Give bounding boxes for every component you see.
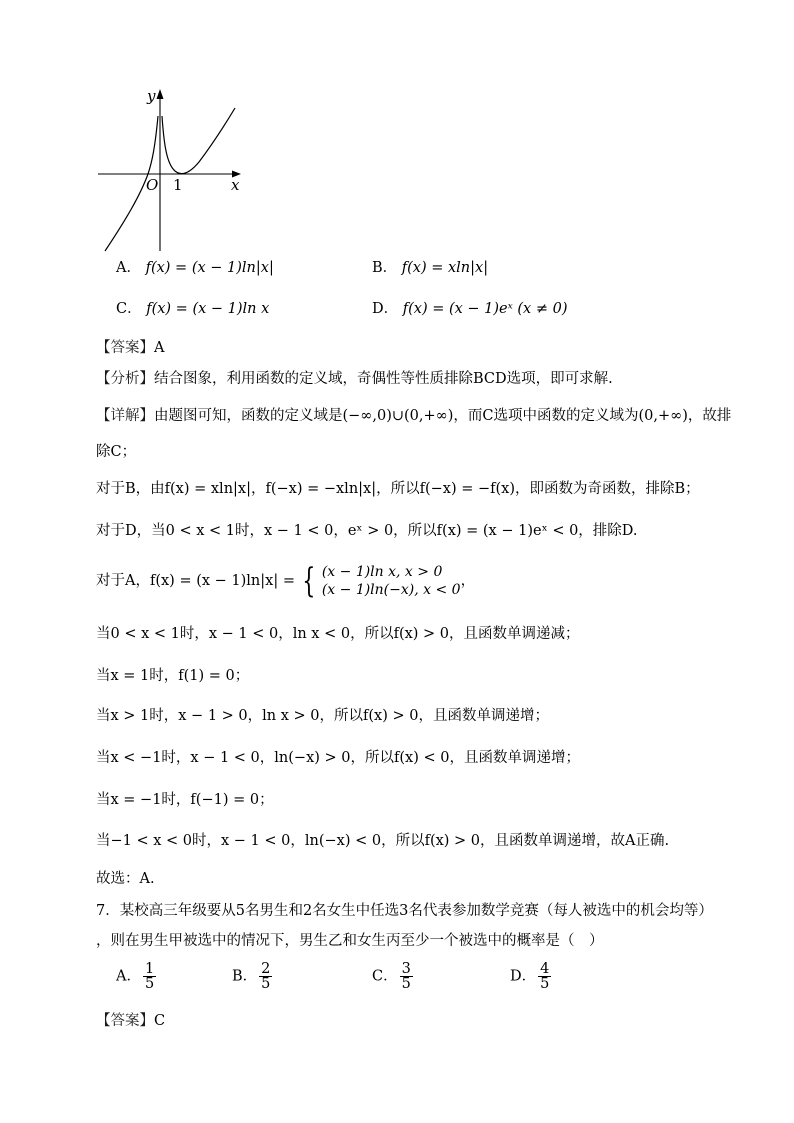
detail-tag: 【详解】	[96, 408, 154, 424]
q7-option-b	[232, 962, 274, 991]
q6-option-d	[372, 298, 567, 320]
option-key: B．	[372, 260, 398, 276]
answer-tag: 【答案】	[96, 340, 154, 356]
q6-detail-line-2: 除C；	[96, 444, 137, 460]
y-axis-arrow	[157, 89, 164, 99]
q6-detail-line-11: 当−1 < x < 0时，x − 1 < 0，ln(−x) < 0，所以f(x) > 0，且函数单调递增，故A正确.	[96, 833, 670, 849]
option-key: D．	[372, 301, 399, 317]
q7-option-a	[116, 962, 158, 991]
denominator: 5	[540, 976, 550, 992]
origin-label: O	[146, 176, 159, 194]
function-graph	[95, 86, 245, 256]
option-expr: f(x) = xln|x|	[401, 260, 489, 276]
x-axis-label: x	[231, 176, 240, 194]
option-key: C．	[372, 968, 398, 985]
q6-detail-line-6: 当0 < x < 1时，x − 1 < 0，ln x < 0，所以f(x) > 0，且函数单调递减；	[96, 626, 580, 642]
q7-answer	[96, 1010, 165, 1032]
analysis-text: 结合图象，利用函数的定义域，奇偶性等性质排除BCD选项，即可求解.	[154, 371, 613, 387]
denominator: 5	[144, 976, 155, 992]
q6-analysis	[96, 368, 613, 390]
answer-value: A	[154, 340, 165, 356]
fraction	[143, 962, 156, 991]
q6-detail-line-8: 当x > 1时，x − 1 > 0，ln x > 0，所以f(x) > 0，且函数单调递增；	[96, 708, 549, 724]
q6-answer	[96, 337, 164, 359]
q6-conclusion: 故选：A.	[96, 871, 155, 887]
q6-option-c	[116, 298, 269, 320]
denominator: 5	[261, 976, 271, 992]
q7-stem-line-1: 7．某校高三年级要从5名男生和2名女生中任选3名代表参加数学竞赛（每人被选中的机会均等）	[96, 903, 713, 919]
piecewise-brace: {	[301, 561, 315, 601]
option-key: A．	[116, 260, 141, 276]
analysis-tag: 【分析】	[96, 371, 154, 387]
q6-detail-line-7: 当x = 1时，f(1) = 0；	[96, 668, 250, 684]
option-expr: f(x) = (x − 1)eˣ (x ≠ 0)	[402, 301, 568, 317]
fraction	[400, 962, 413, 991]
y-axis-label: y	[147, 87, 156, 105]
q6-option-b	[372, 257, 488, 279]
option-key: D．	[510, 968, 537, 985]
q6-detail-line-1	[96, 405, 731, 427]
fraction	[538, 962, 551, 991]
q7-stem-line-2: ，则在男生甲被选中的情况下，男生乙和女生丙至少一个被选中的概率是（ ）	[96, 933, 604, 949]
case-positive: (x − 1)ln x, x > 0	[321, 564, 443, 580]
q7-option-c	[372, 962, 415, 991]
option-key: C．	[116, 301, 142, 317]
numerator: 1	[144, 961, 155, 977]
q6-detail-line-5	[96, 561, 475, 601]
fraction	[259, 962, 272, 991]
option-key: A．	[116, 968, 141, 985]
q6-detail-line-4: 对于D，当0 < x < 1时，x − 1 < 0，eˣ > 0，所以f(x) = (x − 1)eˣ < 0，排除D.	[96, 523, 638, 539]
denominator: 5	[401, 976, 411, 992]
numerator: 2	[261, 961, 271, 977]
q6-detail-line-3: 对于B，由f(x) = xln|x|，f(−x) = −xln|x|，所以f(−x) = −f(x)，即函数为奇函数，排除B；	[96, 481, 700, 497]
piecewise-lead: 对于A，f(x) = (x − 1)ln|x| =	[96, 573, 295, 589]
answer-value: C	[154, 1013, 166, 1029]
numerator: 4	[540, 961, 550, 977]
numerator: 3	[401, 961, 411, 977]
q6-option-a	[116, 257, 274, 279]
piecewise-tail: ，	[460, 573, 476, 589]
detail-text: 由题图可知，函数的定义域是(−∞,0)∪(0,+∞)，而C选项中函数的定义域为(0,+∞)，故排	[154, 408, 732, 424]
q7-option-d	[510, 962, 553, 991]
piecewise-cases	[322, 563, 461, 599]
q6-detail-line-9: 当x < −1时，x − 1 < 0，ln(−x) > 0，所以f(x) < 0，且函数单调递增；	[96, 750, 580, 766]
option-expr: f(x) = (x − 1)ln x	[146, 301, 270, 317]
case-negative: (x − 1)ln(−x), x < 0	[321, 582, 461, 598]
curve-right-branch	[162, 108, 235, 174]
q6-detail-line-10: 当x = −1时，f(−1) = 0；	[96, 792, 274, 808]
option-key: B．	[232, 968, 258, 985]
answer-tag: 【答案】	[96, 1013, 154, 1029]
tick-label-1: 1	[173, 176, 183, 194]
option-expr: f(x) = (x − 1)ln|x|	[145, 260, 274, 276]
